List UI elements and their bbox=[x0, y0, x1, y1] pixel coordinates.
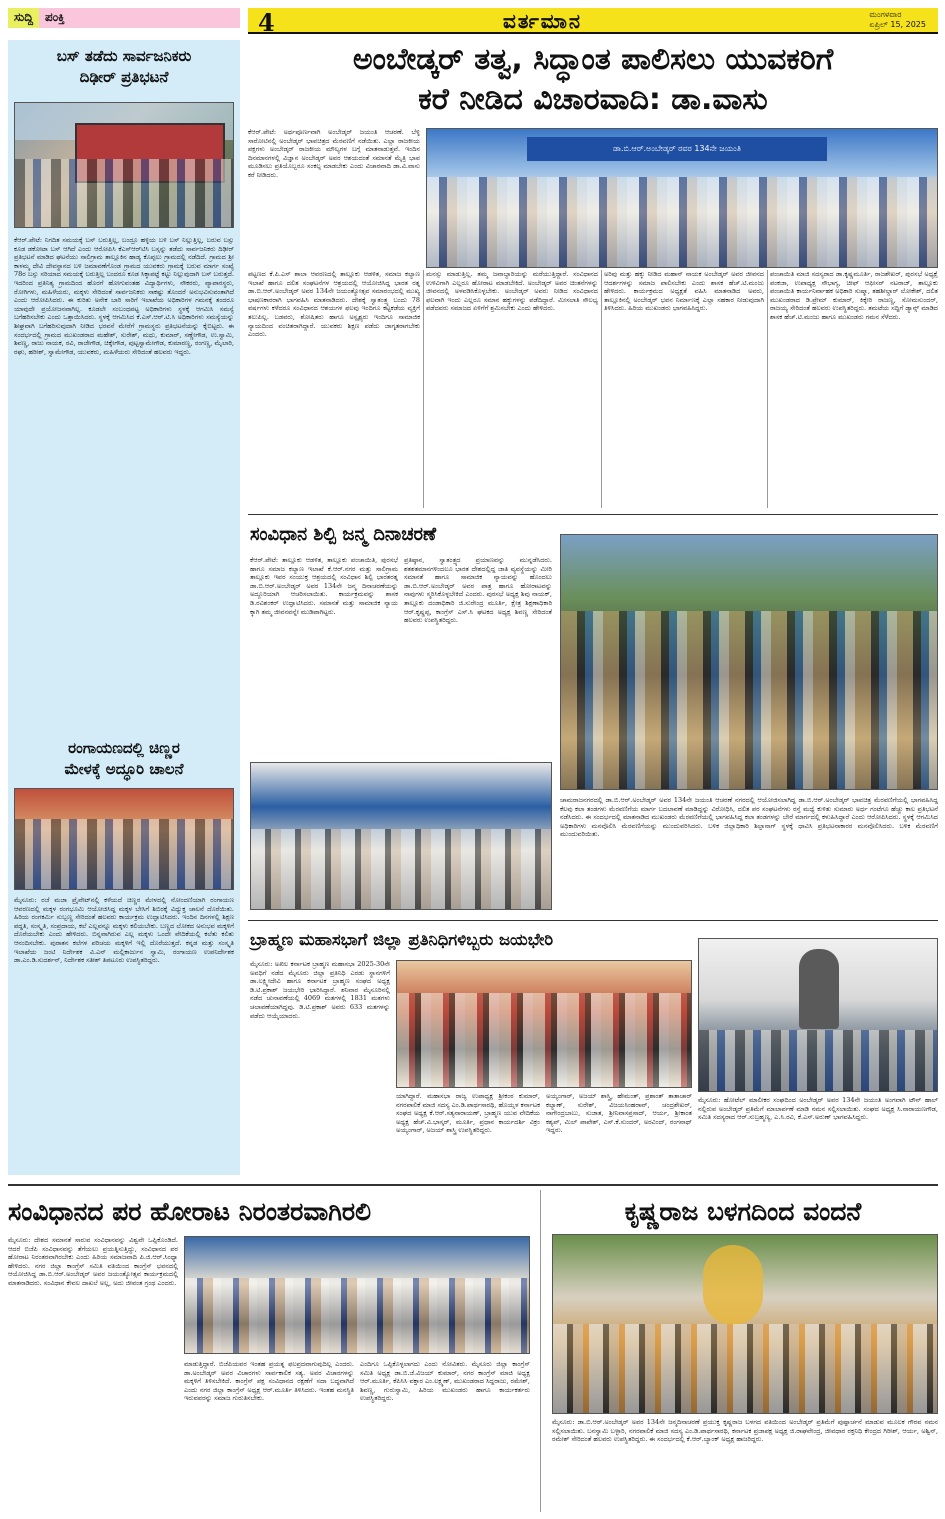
section-tag-right: ಪಂಕ್ತಿ bbox=[39, 8, 240, 28]
story-samvidhana-shilpi-col2: ಪ್ರತಿಷ್ಠಾನ, ಸ್ವಾತಂತ್ರ್ಯದ ಪ್ರಯಾಣವನ್ನು ಮುನ್ನಡೆಸಿದರು. ಶತಶತಮಾನಗಳಿಂದಲೂ ಭಾರತ ದೇಶದಲ್ಲಿದ್ದ ಜಾತಿ ವ್ಯವಸ್ಥೆಯನ್ನು ಮೀರಿ ಸಮಾನತೆ ಹಾಗೂ ಸಾಮಾಜಿಕ ನ್ಯಾಯವನ್ನು ಹೊಂದಲು ಡಾ.ಬಿ.ಆರ್.ಅಂಬೇಡ್ಕರ್ ಅವರ ಪಾತ್ರ ಹಾಗೂ ಹೋರಾಟವನ್ನು ನಾವುಗಳು ಸ್ಮರಿಸಿಕೊಳ್ಳಬೇಕಿದೆ ಎಂದರು. ಪುರಸಭೆ ಅಧ್ಯಕ್ಷ ಶಿವು ನಾಯಕ್, ತಾಲ್ಲೂಕು ದಂಡಾಧಿಕಾರಿ ಜಿ.ಸುರೇಂದ್ರ ಮೂರ್ತಿ, ಕ್ಷೇತ್ರ ಶಿಕ್ಷಣಾಧಿಕಾರಿ ಆರ್.ಕೃಷ್ಣಪ್ಪ, ಕಾಂಗ್ರೆಸ್ ಎಸ್.ಸಿ ಘಟಕದ ಅಧ್ಯಕ್ಷ ಶಿವಣ್ಣ ಸೇರಿದಂತೆ ಹಲವರು ಉಪಸ್ಥಿತರಿದ್ದರು. bbox=[404, 556, 552, 625]
lead-event-photo bbox=[426, 128, 938, 268]
story-samvidhana-pare-headline: ಸಂವಿಧಾನದ ಪರ ಹೋರಾಟ ನಿರಂತರವಾಗಿರಲಿ bbox=[8, 1197, 372, 1226]
lead-col3: ಅರಿವು ಮತ್ತು ಹಕ್ಕು ನೀಡಿದ ಮಹಾನ್ ನಾಯಕ ಅಂಬೇಡ್ಕರ್ ಅವರ ಜೀವನದ ಆದರ್ಶಗಳನ್ನು ಸಮಾಜ ಪಾಲಿಸಬೇಕು ಎಂದು ಶಾಸಕ ಹೆಚ್.ಟಿ.ಮಂಜು ಹೇಳಿದರು. ಕಾರ್ಯಕ್ರಮದ ಅಧ್ಯಕ್ಷತೆ ವಹಿಸಿ ಮಾತನಾಡಿದ ಅವರು, ತಾಲ್ಲೂಕಿನಲ್ಲಿ ಅಂಬೇಡ್ಕರ್ ಭವನ ನಿರ್ಮಾಣಕ್ಕೆ ಎಲ್ಲಾ ಸಹಕಾರ ನೀಡುವುದಾಗಿ ತಿಳಿಸಿದರು. ಹಿರಿಯ ಮುಖಂಡರು ಭಾಗವಹಿಸಿದ್ದರು. bbox=[604, 270, 764, 313]
story-brahmana-col3: ಅಯ್ಯಂಗಾರ್, ಅಜಯ್ ಶಾಸ್ತ್ರಿ, ಹೇಮಂತ್, ಪ್ರಶಾಂತ್ ತಾತಾಚಾರ್ ಕಲ್ಯಾಣ್, ಸುರೇಶ್, ವಿಜಯಸಿಂಹರಾವ್, ಚಂದ್ರಶೇಖರ್, ನಾಗೇಂದ್ರಬಾಬು, ಸುಜಾತ, ಶ್ರೀನಿವಾಸಪ್ರಸಾದ್, ಆರ್ಯ, ಶ್ರೀಕಾಂತ ಕಶ್ಯಪ್, ಮಿಲ್ ಪಾಪೇಶ್, ಎಸ್.ಕೆ.ಸುಂದರ್, ಅರವಿಂದ್, ರಂಗನಾಥ್ ಇದ್ದರು. bbox=[546, 1092, 692, 1135]
column-rule bbox=[423, 270, 424, 508]
story-samvidhana-pare-col3: ಎಂದಿಗೂ ಒಪ್ಪಿಕೊಳ್ಳಲಾಗದು ಎಂದು ನೋವಿತರು. ಮೈಸೂರು ಜಿಲ್ಲಾ ಕಾಂಗ್ರೆಸ್ ಸಮಿತಿ ಅಧ್ಯಕ್ಷ ಡಾ.ಬಿ.ಜೆ.ವಿಜಯ್ ಕುಮಾರ್, ನಗರ ಕಾಂಗ್ರೆಸ್ ಮಾಜಿ ಅಧ್ಯಕ್ಷ ಆರ್.ಮೂರ್ತಿ, ಕೆಪಿಸಿಸಿ ವಕ್ತಾರ ಎಂ.ಲಕ್ಷ್ಮಣ್, ಮುಖಂಡರಾದ ಸಿದ್ದರಾಜು, ರಮೇಶ್, ಶಿವಣ್ಣ, ಗುರುಸ್ವಾಮಿ, ಹಿರಿಯ ಮುಖಂಡರು ಹಾಗೂ ಕಾರ್ಯಕರ್ತರು ಉಪಸ್ಥಿತರಿದ್ದರು. bbox=[360, 1360, 530, 1403]
statue-garland-photo bbox=[698, 938, 938, 1092]
stage-banner: ಡಾ.ಬಿ.ಆರ್.ಅಂಬೇಡ್ಕರ್ ರವರ 134ನೇ ಜಯಂತಿ bbox=[527, 137, 827, 161]
page-number: 4 bbox=[258, 8, 275, 37]
sidebar-story1-headline: ಬಸ್ ತಡೆದು ಸಾರ್ವಜನಿಕರು ದಿಢೀರ್ ಪ್ರತಿಭಟನೆ bbox=[56, 47, 192, 86]
column-rule bbox=[767, 270, 768, 508]
story-brahmana-col2: ಯಾಗಿದ್ದಾರೆ. ಮಹಾಸಭಾ ರಾಜ್ಯ ಉಪಾಧ್ಯಕ್ಷ ಶ್ರೀಕಂಠ ಕುಮಾರ್, ನಗರಪಾಲಿಕೆ ಮಾಜಿ ಸದಸ್ಯ ಎಂ.ಡಿ.ಪಾರ್ಥಸಾರಥಿ, ಹೊಯ್ಸಳ ಕರ್ನಾಟಕ ಸಂಘದ ಅಧ್ಯಕ್ಷ ಕೆ.ಆರ್.ಸತ್ಯನಾರಾಯಣ್, ಬ್ರಾಹ್ಮಣ ಯುವ ವೇದಿಕೆಯ ಅಧ್ಯಕ್ಷ ಹೆಚ್.ವಿ.ಭಾಸ್ಕರ್, ಮೂರ್ತಿ, ಪ್ರಧಾನ ಕಾರ್ಯದರ್ಶಿ ವಿಕ್ರಂ ಅಯ್ಯಂಗಾರ್, ಅಜಯ್ ಶಾಸ್ತ್ರಿ ಉಪಸ್ಥಿತರಿದ್ದರು. bbox=[396, 1092, 540, 1135]
statue-shape bbox=[799, 949, 839, 1029]
masthead bbox=[248, 8, 938, 37]
krishnaraja-caption: ಮೈಸೂರು: ಡಾ.ಬಿ.ಆರ್.ಅಂಬೇಡ್ಕರ್ ಅವರ 134ನೇ ಜನ್ಮದಿನಾಚರಣೆ ಪ್ರಯುಕ್ತ ಕೃಷ್ಣರಾಜ ಬಳಗದ ವತಿಯಿಂದ ಅಂಬೇಡ್ಕರ್ ಪ್ರತಿಮೆಗೆ ಪುಷ್ಪಾರ್ಚನೆ ಮಾಡುವ ಮೂಲಕ ಗೌರವ ನಮನ ಸಲ್ಲಿಸಲಾಯಿತು. ಬನಸ್ವಾಮಿ ಬಳ್ಳಾರಿ, ನಗರಪಾಲಿಕೆ ಮಾಜಿ ಸದಸ್ಯ ಎಂ.ಡಿ.ಪಾರ್ಥಸಾರಥಿ, ಕರ್ನಾಟಕ ಪ್ರಜಾಪಕ್ಷ ಅಧ್ಯಕ್ಷ ಜಿ.ರಾಘವೇಂದ್ರ, ಜೀವಧಾರ ರಕ್ತನಿಧಿ ಕೇಂದ್ರದ ಗಿರೀಶ್, ಆರ್ಯ, ಅಶ್ವಿನ್, ರಮೇಶ್ ಸೇರಿದಂತೆ ಹಲವರು ಉಪಸ್ಥಿತರಿದ್ದರು. ಈ ಸಂದರ್ಭದಲ್ಲಿ ಕೆ.ಆರ್.ಬ್ಯಾಂಕ್ ಅಧ್ಯಕ್ಷ ಹಾಜರಿದ್ದರು. bbox=[552, 1418, 938, 1444]
story-samvidhana-shilpi-col1: ಕೆಆರ್.ಪೇಟೆ: ತಾಲ್ಲೂಕು ಆಡಳಿತ, ತಾಲ್ಲೂಕು ಪಂಚಾಯಿತಿ, ಪುರಸಭೆ ಹಾಗೂ ಸಮಾಜ ಕಲ್ಯಾಣ ಇಲಾಖೆ ಕೆ.ಆರ್.ನಗರ ಮತ್ತು ಸಾಲಿಗ್ರಾಮ ತಾಲ್ಲೂಕು ಇವರ ಸಂಯುಕ್ತ ಆಶ್ರಯದಲ್ಲಿ ಸಂವಿಧಾನ ಶಿಲ್ಪಿ ಭಾರತರತ್ನ ಡಾ.ಬಿ.ಆರ್.ಅಂಬೇಡ್ಕರ್ ಅವರ 134ನೇ ಜನ್ಮ ದಿನಾಚರಣೆಯನ್ನು ಅದ್ದೂರಿಯಾಗಿ ಆಚರಿಸಲಾಯಿತು. ಕಾರ್ಯಕ್ರಮವನ್ನು ಶಾಸಕ ಡಿ.ರವಿಶಂಕರ್ ಉದ್ಘಾಟಿಸಿದರು. ಸಮಾನತೆ ಮತ್ತು ಸಾಮಾಜಿಕ ನ್ಯಾಯ ಕ್ಕಾಗಿ ತಮ್ಮ ಜೀವನವನ್ನೇ ಮುಡಿಪಾಗಿಟ್ಟರು. bbox=[250, 556, 398, 616]
section-divider bbox=[248, 920, 938, 921]
chamarajanagar-protest-photo bbox=[560, 534, 938, 790]
sidebar-story2-headline: ರಂಗಾಯಣದಲ್ಲಿ ಚಿಣ್ಣರ ಮೇಳಕ್ಕೆ ಅದ್ಧೂರಿ ಚಾಲನೆ bbox=[64, 739, 184, 778]
samvidhana-meeting-photo bbox=[250, 762, 552, 910]
statue-caption: ಮೈಸೂರು: ಹೋಟೆಲ್ ಮಾಲೀಕರ ಸಂಘದಿಂದ ಅಂಬೇಡ್ಕರ್ ಅವರ 134ನೇ ಜಯಂತಿ ಅಂಗವಾಗಿ ಟೌನ್ ಹಾಲ್ ನಲ್ಲಿರುವ ಅಂಬೇಡ್ಕರ್ ಪ್ರತಿಮೆಗೆ ಮಾಲಾರ್ಪಣೆ ಮಾಡಿ ನಮನ ಸಲ್ಲಿಸಲಾಯಿತು. ಸಂಘದ ಅಧ್ಯಕ್ಷ ಸಿ.ನಾರಾಯಣಗೌಡ, ಸಮಿತಿ ಸದಸ್ಯರಾದ ಆರ್.ಸುಬ್ರಹ್ಮಣ್ಯ, ಎ.ಸಿ.ರವಿ, ಕೆ.ಎಸ್.ಅರುಣ್ ಭಾಗವಹಿಸಿದ್ದರು. bbox=[698, 1096, 938, 1122]
lead-headline: ಅಂಬೇಡ್ಕರ್ ತತ್ವ, ಸಿದ್ಧಾಂತ ಪಾಲಿಸಲು ಯುವಕರಿಗೆ ಕರೆ ನೀಡಿದ ವಿಚಾರವಾದಿ: ಡಾ.ವಾಸು bbox=[352, 42, 834, 117]
section-tag bbox=[8, 8, 240, 28]
story-krishnaraja-headline: ಕೃಷ್ಣರಾಜ ಬಳಗದಿಂದ ವಂದನೆ bbox=[624, 1197, 862, 1226]
sidebar-panel bbox=[8, 40, 240, 1175]
story-samvidhana-shilpi-headline: ಸಂವಿಧಾನ ಶಿಲ್ಪಿ ಜನ್ಮ ದಿನಾಚರಣೆ bbox=[250, 524, 437, 545]
column-rule bbox=[601, 270, 602, 508]
children-camp-photo bbox=[14, 788, 234, 890]
section-divider bbox=[8, 1184, 938, 1186]
issue-date-text: ಏಪ್ರಿಲ್ 15, 2025 bbox=[869, 20, 926, 29]
story-brahmana-headline: ಬ್ರಾಹ್ಮಣ ಮಹಾಸಭಾಗೆ ಜಿಲ್ಲಾ ಪ್ರತಿನಿಧಿಗಳಿಬ್ಬರು ಜಯಭೇರಿ bbox=[250, 930, 554, 949]
krishnaraja-group-photo bbox=[552, 1234, 938, 1414]
paper-name-logo: ವರ್ತಮಾನ bbox=[503, 9, 582, 33]
section-tag-left: ಸುದ್ದಿ bbox=[8, 8, 39, 28]
lead-col2: ಮನಸ್ಸು ಮಾಡುತ್ತಿಲ್ಲ. ತಮ್ಮ ಜವಾಬ್ದಾರಿಯನ್ನು ಮರೆಯುತ್ತಿದ್ದಾರೆ. ಸಂವಿಧಾನದ ಉಳಿವಿಗಾಗಿ ಎಲ್ಲರೂ ಹೋರಾಟ ಮಾಡಬೇಕಿದೆ. ಅಂಬೇಡ್ಕರ್ ಅವರ ಚಿಂತನೆಗಳನ್ನು ಜೀವನದಲ್ಲಿ ಅಳವಡಿಸಿಕೊಳ್ಳಬೇಕು. ಅಂಬೇಡ್ಕರ್ ಅವರು ನೀಡಿದ ಸಂವಿಧಾನದ ಫಲವಾಗಿ ಇಂದು ಎಲ್ಲರೂ ಸಮಾನ ಹಕ್ಕುಗಳನ್ನು ಪಡೆದಿದ್ದಾರೆ. ಮೀಸಲಾತಿ ಸೌಲಭ್ಯ ಪಡೆದವರು ಸಮಾಜದ ಏಳಿಗೆಗೆ ಶ್ರಮಿಸಬೇಕು ಎಂದು ಹೇಳಿದರು. bbox=[426, 270, 598, 313]
story-samvidhana-pare-col1: ಮೈಸೂರು: ದೇಶದ ಸಮಾನತೆ ಸಾರುವ ಸಂವಿಧಾನವನ್ನು ವಿಶ್ವವೇ ಒಪ್ಪಿಕೊಂಡಿದೆ. ಆದರೆ ಬಿಜೆಪಿ ಸಂವಿಧಾನವನ್ನು ತೆಗೆಯಲು ಪ್ರಯತ್ನಿಸುತ್ತಿದ್ದು, ಸಂವಿಧಾನದ ಪರ ಹೋರಾಟ ನಿರಂತರವಾಗಿರಬೇಕು ಎಂದು ಹಿರಿಯ ಸಮಾಜವಾದಿ ಪಿ.ಜಿ.ಆರ್.ಸಿಂಧ್ಯಾ ಹೇಳಿದರು. ನಗರ ಜಿಲ್ಲಾ ಕಾಂಗ್ರೆಸ್ ಸಮಿತಿ ವತಿಯಿಂದ ಕಾಂಗ್ರೆಸ್ ಭವನದಲ್ಲಿ ಆಯೋಜಿಸಿದ್ದ ಡಾ.ಬಿ.ಆರ್.ಅಂಬೇಡ್ಕರ್ ಅವರ ಜಯಂತ್ಯೋತ್ಸವ ಕಾರ್ಯಕ್ರಮದಲ್ಲಿ ಮಾತನಾಡಿದರು. ಸಂವಿಧಾನ ಕೇವಲ ದಾಖಲೆ ಅಲ್ಲ, ಅದು ಜೀವಂತ ಗ್ರಂಥ ಎಂದರು. bbox=[8, 1236, 178, 1287]
story-samvidhana-pare-col2: ಮಾಡುತ್ತಿದ್ದಾರೆ. ಬಿಜೆಪಿಯವರ ಇಂತಹ ಪ್ರಯತ್ನ ಫಲಪ್ರದವಾಗುವುದಿಲ್ಲ ಎಂದರು. ಡಾ.ಅಂಬೇಡ್ಕರ್ ಅವರ ವಿಚಾರಗಳು ಸಾರ್ವಕಾಲಿಕ ಸತ್ಯ. ಅವರ ವಿಚಾರಗಳನ್ನು ಮಕ್ಕಳಿಗೆ ತಿಳಿಸಬೇಕಿದೆ. ಕಾಂಗ್ರೆಸ್ ಪಕ್ಷ ಸಂವಿಧಾನದ ರಕ್ಷಣೆಗೆ ಸದಾ ಬದ್ಧವಾಗಿದೆ ಎಂದು ನಗರ ಜಿಲ್ಲಾ ಕಾಂಗ್ರೆಸ್ ಅಧ್ಯಕ್ಷ ಆರ್.ಮೂರ್ತಿ ತಿಳಿಸಿದರು. ಇಂತಹ ಮನಸ್ಥಿತಿ ಇರುವವರನ್ನು ಸಮಾಜ ಗುರುತಿಸಬೇಕು. bbox=[184, 1360, 354, 1403]
lead-col4: ಪಂಚಾಯಿತಿ ಮಾಜಿ ಸದಸ್ಯರಾದ ಡಾ.ಕೃಷ್ಣಮೂರ್ತಿ, ರಾಜಶೇಖರ್, ಪುರಸಭೆ ಅಧ್ಯಕ್ಷೆ ಪಂಕಜಾ, ಉಪಾಧ್ಯಕ್ಷ ಸೌಭಾಗ್ಯ, ಚೀಫ್ ಆಫೀಸರ್ ನಟರಾಜ್, ತಾಲ್ಲೂಕು ಪಂಚಾಯಿತಿ ಕಾರ್ಯನಿರ್ವಾಹಕ ಅಧಿಕಾರಿ ಸುಷ್ಮಾ, ತಹಶೀಲ್ದಾರ್ ಲೋಕೇಶ್, ದಲಿತ ಮುಖಂಡರಾದ ಡಿ.ಪ್ರೇಮ್ ಕುಮಾರ್, ಕಿಕ್ಕೇರಿ ರಾಜಣ್ಣ, ಸೋಮಸುಂದರ್, ರಾಜಯ್ಯ ಸೇರಿದಂತೆ ಹಲವರು ಉಪಸ್ಥಿತರಿದ್ದರು. ತಮಟೆಯ ಸದ್ದಿಗೆ ಡ್ಯಾನ್ಸ್ ಮಾಡಿದ ಶಾಸಕ ಹೆಚ್.ಟಿ.ಮಂಜು ಹಾಗೂ ಮುಖಂಡರು ಗಮನ ಸೆಳೆದರು. bbox=[770, 270, 938, 321]
garland-shape bbox=[703, 1245, 763, 1325]
section-divider bbox=[248, 514, 938, 515]
story-brahmana-col1: ಮೈಸೂರು: ಅಖಿಲ ಕರ್ನಾಟಕ ಬ್ರಾಹ್ಮಣ ಮಹಾಸಭಾ 2025-30ನೇ ಅವಧಿಗೆ ನಡೆದ ಮೈಸೂರು ಜಿಲ್ಲಾ ಪ್ರತಿನಿಧಿ ಎರಡು ಸ್ಥಾನಗಳಿಗೆ ಡಾ.ಲಕ್ಷ್ಮೀದೇವಿ ಹಾಗೂ ಕರ್ನಾಟಕ ಬ್ರಾಹ್ಮಣ ಸಂಘದ ಅಧ್ಯಕ್ಷ ಡಿ.ಟಿ.ಪ್ರಕಾಶ್ ಜಯಭೇರಿ ಭಾರಿಸಿದ್ದಾರೆ. ಶನಿವಾರ ಮೈಸೂರಿನಲ್ಲಿ ನಡೆದ ಚುನಾವಣೆಯಲ್ಲಿ 4069 ಮತಗಳಲ್ಲಿ 1831 ಮತಗಳು ಚಲಾವಣೆಯಾಗಿದ್ದವು. ಡಿ.ಟಿ.ಪ್ರಕಾಶ್ ಅವರು 633 ಮತಗಳನ್ನು ಪಡೆದು ಆಯ್ಕೆಯಾದರು. bbox=[250, 960, 390, 1020]
issue-day: ಮಂಗಳವಾರ bbox=[869, 10, 902, 19]
chamarajanagar-caption: ಚಾಮರಾಜನಗರದಲ್ಲಿ ಡಾ.ಬಿ.ಆರ್.ಅಂಬೇಡ್ಕರ್ ಅವರ 134ನೇ ಜಯಂತಿ ಆಚರಣೆ ನಗರದಲ್ಲಿ ಆಯೋಜಿಸಲಾಗಿದ್ದ ಡಾ.ಬಿ.ಆರ್.ಅಂಬೇಡ್ಕರ್ ಭಾವಚಿತ್ರ ಮೆರವಣಿಗೆಯಲ್ಲಿ ಭಾಗವಹಿಸಿದ್ದ ಕೆಲವು ಕಲಾ ತಂಡಗಳು ಮೆರವಣಿಗೆಯ ಮಾರ್ಗ ಬದಲಾವಣೆ ಮಾಡಿದ್ದನ್ನು ವಿರೋಧಿಸಿ, ದಲಿತ ಪರ ಸಂಘಟನೆಗಳು ರಸ್ತೆ ಮಧ್ಯೆ ಕುಳಿತು ಸುಮಾರು ಅರ್ಧ ಗಂಟೆಗೂ ಹೆಚ್ಚು ಕಾಲ ಪ್ರತಿಭಟನೆ ನಡೆಸಿದರು. ಈ ಸಂದರ್ಭದಲ್ಲಿ ಮಾತನಾಡಿದ ಮುಖಂಡರು ಮೆರವಣಿಗೆಯಲ್ಲಿ ಭಾಗವಹಿಸಿದ್ದ ಕಲಾ ತಂಡಗಳನ್ನು ಬೇರೆ ಮಾರ್ಗದಲ್ಲಿ ಕಳುಹಿಸಿದ್ದಾರೆ ಎಂದು ಆರೋಪಿಸಿದರು. ಸ್ಥಳಕ್ಕೆ ಆಗಮಿಸಿದ ಅಧಿಕಾರಿಗಳು ಮನವೊಲಿಸಿ ಮೆರವಣಿಗೆಯನ್ನು ಮುಂದುವರಿಸಿದರು. ಬಳಿಕ ಜಿಲ್ಲಾಧಿಕಾರಿ ಶಿಲ್ಪಾನಾಗ್ ಸ್ಥಳಕ್ಕೆ ಧಾವಿಸಿ ಪ್ರತಿಭಟನಾಕಾರರ ಮನವೊಲಿಸಿದರು. ಬಳಿಕ ಮೆರವಣಿಗೆ ಮುಂದುವರಿಯಿತು. bbox=[560, 796, 938, 839]
sidebar-story1-body: ಕೆಆರ್.ಪೇಟೆ: ನಿಗದಿತ ಸಮಯಕ್ಕೆ ಬಸ್ ಬರುತ್ತಿಲ್ಲ, ಬಂದ್ರೂ ಹಳ್ಳಿಯ ಬಳಿ ಬಸ್ ನಿಲ್ಲುತ್ತಿಲ್ಲ, ಬರುವ ಬಸ್ಸು ಕೂಡ ಡಕೋಟಾ ಬಸ್ ಆಗಿದೆ ಎಂದು ಆರೋಪಿಸಿ ಕೆಎಸ್ಆರ್‌ಟಿಸಿ ಬಸ್ಸನ್ನು ತಡೆದು ಸಾರ್ವಜನಿಕರು ದಿಢೀರ್ ಪ್ರತಿಭಟನೆ ಮಾಡಿದ ಘಟನೆಯು ಸಾಲಿಗ್ರಾಮ ತಾಲ್ಲೂಕಿನ ಹಾಡ್ಯ ಕೊಪ್ಪಲು ಗ್ರಾಮದಲ್ಲಿ ನಡೆದಿದೆ. ಗ್ರಾಮದ ಶ್ರೀ ಕಾಳಮ್ಮ ದೇವಿ ದೇವಸ್ಥಾನದ ಬಳಿ ಜಮಾವಣೆಗೊಂಡ ಗ್ರಾಮದ ಯುವಕರು ಗ್ರಾಮಕ್ಕೆ ಬರುವ ಮಾರ್ಗ ಸಂಖ್ಯೆ 78ರ ಬಸ್ಸು ಸರಿಯಾದ ಸಮಯಕ್ಕೆ ಬರುತ್ತಿಲ್ಲ ಬಂದರೂ ಕೂಡ ಸಿಕ್ಕಾಪಟ್ಟೆ ಕಟ್ಟು ನಿಲ್ಲುವುದಾಗಿ ಬಸ್ ಬರುತ್ತದೆ. ಇದರಿಂದ ಪ್ರತಿನಿತ್ಯ ಗ್ರಾಮದಿಂದ ಹೊರಗೆ ಹೋಗುವಂತಹ ವಿದ್ಯಾರ್ಥಿಗಳು, ನೌಕರರು, ವ್ಯಾಪಾರಸ್ಥರು, ರೋಗಿಗಳು, ಮಹಿಳೆಯರು, ಮಕ್ಕಳು ಸೇರಿದಂತೆ ಸಾರ್ವಜನಿಕರು ಸಾಕಷ್ಟು ತೊಂದರೆ ಅನುಭವಿಸುವಂತಾಗಿದೆ ಎಂದು ಆರೋಪಿಸಿದರು. ಈ ಕುರಿತು ಅನೇಕ ಬಾರಿ ಸಾರಿಗೆ ಇಲಾಖೆಯ ಅಧಿಕಾರಿಗಳ ಗಮನಕ್ಕೆ ತಂದರೂ ಯಾವುದೇ ಪ್ರಯೋಜನವಾಗಿಲ್ಲ. ಕೂಡಲೇ ಸಂಬಂಧಪಟ್ಟ ಅಧಿಕಾರಿಗಳು ಸ್ಥಳಕ್ಕೆ ಆಗಮಿಸಿ ಸಮಸ್ಯೆ ಬಗೆಹರಿಸಬೇಕು ಎಂದು ಒತ್ತಾಯಿಸಿದರು. ಸ್ಥಳಕ್ಕೆ ಆಗಮಿಸಿದ ಕೆ.ಎಸ್.ಆರ್.ಟಿ.ಸಿ ಅಧಿಕಾರಿಗಳು ಸಮಸ್ಯೆಯನ್ನು ಶೀಘ್ರವಾಗಿ ಬಗೆಹರಿಸುವುದಾಗಿ ನೀಡಿದ ಭರವಸೆ ಮೇರೆಗೆ ಗ್ರಾಮಸ್ಥರು ಪ್ರತಿಭಟನೆಯನ್ನು ಕೈಬಿಟ್ಟರು. ಈ ಸಂದರ್ಭದಲ್ಲಿ ಗ್ರಾಮದ ಮುಖಂಡರಾದ ಮಹೇಶ್, ಸುರೇಶ್, ಮಧು, ಕುಮಾರ್, ಸಣ್ಣೇಗೌಡ, ಉ.ಸ್ವಾಮಿ, ಶಿವಣ್ಣ, ರಾಜು ನಾಯಕ, ರವಿ, ರಾಜೇಗೌಡ, ಚಿಕ್ಕೇಗೌಡ, ಪುಟ್ಟಸ್ವಾಮೇಗೌಡ, ಕುಮಾರಣ್ಣ, ರಂಗಣ್ಣ, ಮೈಲಾರಿ, ರಘು, ಹರೀಶ್, ಸ್ವಾಮೇಗೌಡ, ಯುವಕರು, ಮಹಿಳೆಯರು ಸೇರಿದಂತೆ ಹಲವರು ಇದ್ದರು. bbox=[14, 236, 234, 356]
brahmana-group-photo bbox=[396, 960, 692, 1088]
issue-date bbox=[869, 10, 926, 30]
column-rule bbox=[540, 1190, 541, 1512]
sidebar-story2-body: ಮೈಸೂರು: ರಜೆ ಮಜಾ ಪ್ರೈವೇಟ್‌ನಲ್ಲಿ ಕಳೆಯದೆ ಚಿಣ್ಣರ ಮೇಳದಲ್ಲಿ ನೋಂದಣಿಯಾಗಿ ರಂಗಾಯಣ ಆವರಣದಲ್ಲಿ ಮಕ್ಕಳ ರಂಗಭೂಮಿ ಆಯೋಜಿಸಿದ್ದ ಮಕ್ಕಳ ಬೇಸಿಗೆ ಶಿಬಿರಕ್ಕೆ ವಿಧ್ಯುಕ್ತ ಚಾಲನೆ ದೊರೆಯಿತು. ಹಿರಿಯ ರಂಗಕರ್ಮಿ ಸುಬ್ಬಣ್ಣ ಸೇರಿದಂತೆ ಹಲವರು ಕಾರ್ಯಕ್ರಮ ಉದ್ಘಾಟಿಸಿದರು. ಇಂದಿನ ದಿನಗಳಲ್ಲಿ ಶಿಕ್ಷಣ ಪದ್ಧತಿ, ಸಂಸ್ಕೃತಿ, ಸಂಪ್ರದಾಯ, ಕಲೆ ಎಲ್ಲವನ್ನೂ ಮಕ್ಕಳು ಕಲಿಯಬೇಕು. ಬಣ್ಣದ ಲೋಕದ ಅನುಭವ ಮಕ್ಕಳಿಗೆ ದೊರೆಯಬೇಕು ಎಂದು ಹೇಳಿದರು. ಬಿನ್ನವಾಗಿರುವ ಎಲ್ಲ ಮಕ್ಕಳು ಒಂದೇ ವೇದಿಕೆಯಲ್ಲಿ ಕಲೆತು ಕಲಿತು ಆನಂದಿಸಬೇಕು. ಪುರಾತನ ಕಲೆಗಳ ಪರಿಚಯ ಮಕ್ಕಳಿಗೆ ಇಲ್ಲಿ ದೊರೆಯುತ್ತದೆ. ಕನ್ನಡ ಮತ್ತು ಸಂಸ್ಕೃತಿ ಇಲಾಖೆಯ ಜಂಟಿ ನಿರ್ದೇಶಕ ವಿ.ಎನ್ ಮಲ್ಲಿಕಾರ್ಜುನ ಸ್ವಾಮಿ, ರಂಗಾಯಣ ಉಪನಿರ್ದೇಶಕ ಡಾ.ಎಂ.ಡಿ.ಸುದರ್ಶನ್, ನಿರ್ದೇಶಕ ಸತೀಶ್ ತಿಪಟೂರು ಉಪಸ್ಥಿತರಿದ್ದರು. bbox=[14, 896, 234, 965]
lead-intro: ಕೆಆರ್.ಪೇಟೆ: ಅರ್ಥಪೂರ್ಣವಾಗಿ ಅಂಬೇಡ್ಕರ್ ಜಯಂತಿ ಆಚರಣೆ. ಬೆಳ್ಳಿ ಸಾರೋಟಿನಲ್ಲಿ ಅಂಬೇಡ್ಕರ್ ಭಾವಚಿತ್ರದ ಮೆರವಣಿಗೆ ನಡೆಯಿತು. ಎಲ್ಲಾ ರಾಜಕೀಯ ಪಕ್ಷಗಳು ಅಂಬೇಡ್ಕರ್ ರಾಜಕೀಯ ಮೌಲ್ಯಗಳ ಬಗ್ಗೆ ಮಾತನಾಡುತ್ತವೆ. ಇಂದಿನ ದಿನಮಾನಗಳಲ್ಲಿ ವಿಜ್ಞಾನ ಅಂಬೇಡ್ಕರ್ ಅವರ ಆಶಯದಂತೆ ಸಮಾನತೆ ಮೈತ್ರಿ ಭಾವ ಮೂಡಿಸಲು ಪ್ರತಿಯೊಬ್ಬರೂ ಸಂಕಲ್ಪ ಮಾಡಬೇಕು ಎಂದು ವಿಚಾರವಾದಿ ಡಾ.ವಿ.ವಾಸು ಕರೆ ನೀಡಿದರು. bbox=[248, 128, 420, 179]
lead-col1: ಪಟ್ಟಣದ ಕೆ.ಪಿ.ಎಸ್ ಶಾಲಾ ಆವರಣದಲ್ಲಿ ತಾಲ್ಲೂಕು ಆಡಳಿತ, ಸಮಾಜ ಕಲ್ಯಾಣ ಇಲಾಖೆ ಹಾಗೂ ದಲಿತ ಸಂಘಟನೆಗಳ ಆಶ್ರಯದಲ್ಲಿ ಆಯೋಜಿಸಿದ್ದ ಭಾರತ ರತ್ನ ಡಾ.ಬಿ.ಆರ್.ಅಂಬೇಡ್ಕರ್ ಅವರ 134ನೇ ಜಯಂತ್ಯೋತ್ಸವ ಸಮಾರಂಭದಲ್ಲಿ ಮುಖ್ಯ ಭಾಷಣಕಾರರಾಗಿ ಭಾಗವಹಿಸಿ ಮಾತನಾಡಿದರು. ದೇಶಕ್ಕೆ ಸ್ವಾತಂತ್ರ್ಯ ಬಂದು 78 ವರ್ಷಗಳು ಕಳೆದರೂ ಸಂವಿಧಾನದ ಆಶಯಗಳ ಫಲವು ಇಂದಿಗೂ ಕಟ್ಟಕಡೆಯ ವ್ಯಕ್ತಿಗೆ ತಲುಪಿಲ್ಲ. ಬಡವರು, ಶೋಷಿತರು ಹಾಗೂ ಅಸ್ಪೃಶ್ಯರು ಇಂದಿಗೂ ಸಾಮಾಜಿಕ ನ್ಯಾಯದಿಂದ ವಂಚಿತರಾಗಿದ್ದಾರೆ. ಯುವಕರು ಶಿಕ್ಷಣ ಪಡೆದು ಜಾಗೃತರಾಗಬೇಕು ಎಂದರು. bbox=[248, 270, 420, 339]
bus-protest-photo bbox=[14, 102, 234, 228]
congress-event-photo bbox=[184, 1236, 530, 1354]
